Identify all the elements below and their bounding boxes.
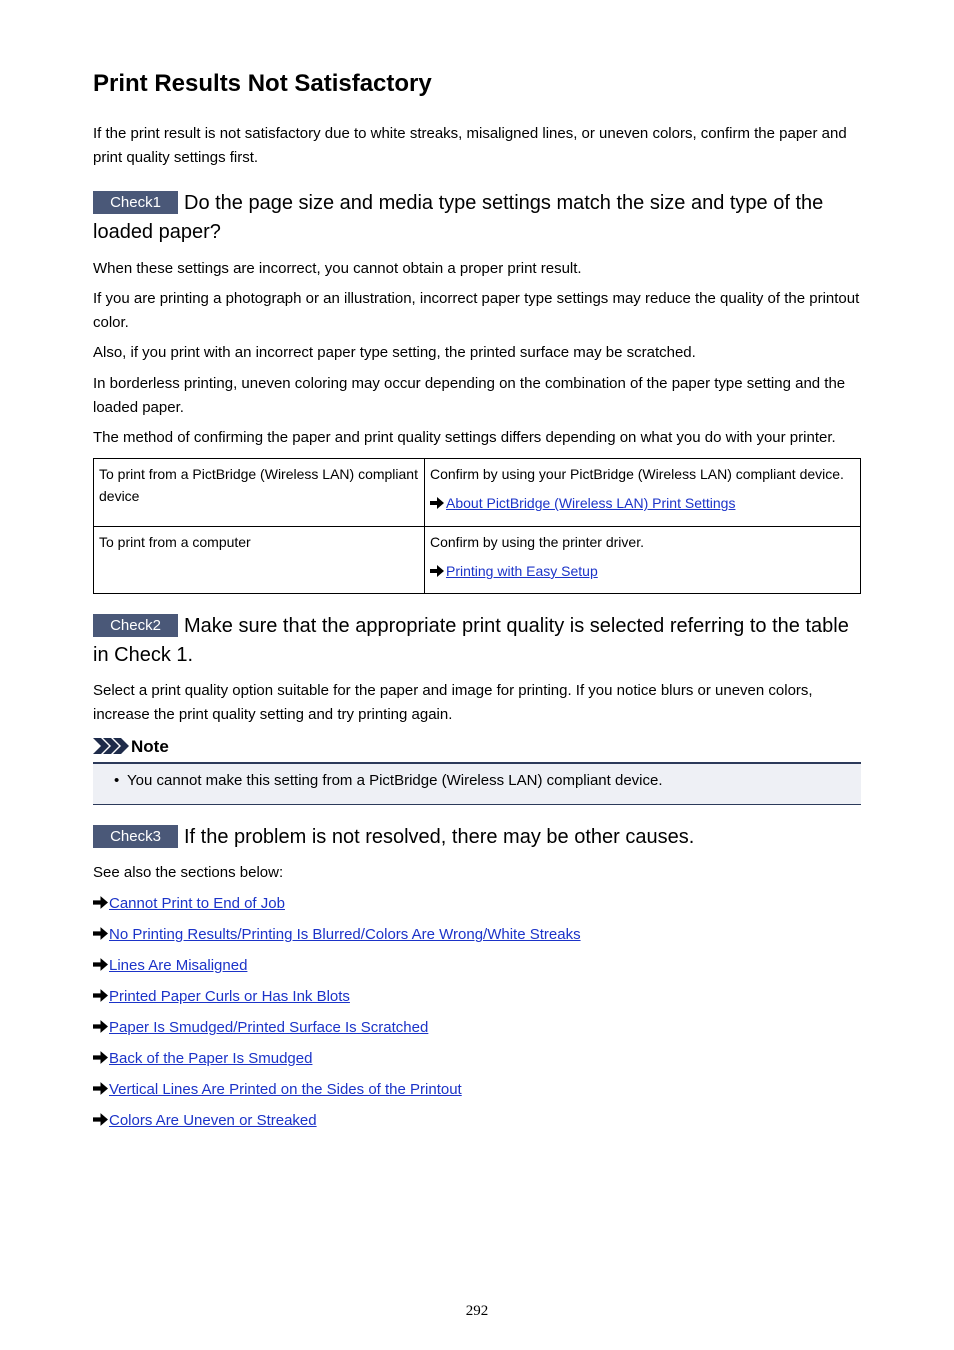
right-arrow-icon (93, 1113, 108, 1126)
table-row (94, 527, 861, 594)
right-arrow-icon (93, 1051, 108, 1064)
link-paper-smudged-scratched[interactable]: Paper Is Smudged/Printed Surface Is Scratched (109, 1019, 429, 1036)
note-label: Note (131, 737, 169, 756)
check1-badge: Check1 (93, 191, 178, 214)
right-arrow-icon (430, 497, 444, 509)
table-cell-method: Confirm by using the printer driver. Printing with Easy Setup (425, 527, 861, 594)
right-arrow-icon (93, 1020, 108, 1033)
check3-paragraph: See also the sections below: (93, 864, 284, 881)
check2-badge: Check2 (93, 614, 178, 637)
note-bullet: • (114, 772, 120, 789)
check1-paragraph-3: Also, if you print with an incorrect paper type setting, the printed surface may be scratched. (93, 344, 696, 361)
page-title: Print Results Not Satisfactory (93, 70, 432, 97)
link-no-printing-results[interactable]: No Printing Results/Printing Is Blurred/Colors Are Wrong/White Streaks (109, 926, 581, 943)
link-cannot-print-end-of-job[interactable]: Cannot Print to End of Job (109, 895, 285, 912)
right-arrow-icon (93, 1082, 108, 1095)
right-arrow-icon (93, 958, 108, 971)
list-item (93, 981, 861, 1012)
list-item (93, 888, 861, 919)
list-item (93, 1043, 861, 1074)
link-colors-uneven-streaked[interactable]: Colors Are Uneven or Streaked (109, 1112, 317, 1129)
check2-paragraph: Select a print quality option suitable for the paper and image for printing. If you notice blurs or uneven colors, increase the print quality setting and try printing again. (93, 682, 813, 723)
list-item (93, 1105, 861, 1136)
check3-heading (93, 823, 861, 852)
table-cell-device: To print from a PictBridge (Wireless LAN) compliant device (94, 459, 425, 527)
check2-heading (93, 612, 861, 670)
link-paper-curls-ink-blots[interactable]: Printed Paper Curls or Has Ink Blots (109, 988, 350, 1005)
list-item (93, 1012, 861, 1043)
link-printing-easy-setup[interactable]: Printing with Easy Setup (446, 563, 598, 579)
list-item (93, 919, 861, 950)
right-arrow-icon (93, 896, 108, 909)
link-pictbridge-print-settings[interactable]: About PictBridge (Wireless LAN) Print Settings (446, 495, 736, 511)
right-arrow-icon (93, 989, 108, 1002)
note-header (93, 736, 861, 758)
table-cell-method: Confirm by using your PictBridge (Wireless LAN) compliant device. About PictBridge (Wireless LAN) Print Settings (425, 459, 861, 527)
right-arrow-icon (93, 927, 108, 940)
check1-heading (93, 189, 861, 247)
check1-paragraph-2: If you are printing a photograph or an illustration, incorrect paper type settings may reduce the quality of the printout color. (93, 290, 860, 331)
right-arrow-icon (430, 565, 444, 577)
link-vertical-lines-sides[interactable]: Vertical Lines Are Printed on the Sides of the Printout (109, 1081, 462, 1098)
intro-paragraph: If the print result is not satisfactory due to white streaks, misaligned lines, or uneven colors, confirm the paper and print quality settings first. (93, 125, 847, 166)
chevrons-icon (93, 738, 131, 754)
check3-heading-text: If the problem is not resolved, there may be other causes. (184, 826, 695, 848)
link-lines-misaligned[interactable]: Lines Are Misaligned (109, 957, 248, 974)
page-number: 292 (465, 1303, 489, 1319)
table-cell-device: To print from a computer (94, 527, 425, 594)
related-links-list (93, 888, 861, 1136)
note-item (93, 764, 861, 792)
check1-paragraph-5: The method of confirming the paper and print quality settings differs depending on what you do with your printer. (93, 429, 836, 446)
note-text: You cannot make this setting from a PictBridge (Wireless LAN) compliant device. (127, 772, 663, 789)
table-row (94, 459, 861, 527)
list-item (93, 1074, 861, 1105)
link-back-of-paper-smudged[interactable]: Back of the Paper Is Smudged (109, 1050, 313, 1067)
check3-badge: Check3 (93, 825, 178, 848)
check1-paragraph-4: In borderless printing, uneven coloring may occur depending on the combination of the paper type setting and the loaded paper. (93, 375, 846, 416)
check2-heading-text: Make sure that the appropriate print quality is selected referring to the table in Check 1. (93, 615, 849, 666)
note-box (93, 762, 861, 805)
check1-heading-text: Do the page size and media type settings match the size and type of the loaded paper? (93, 192, 824, 243)
list-item (93, 950, 861, 981)
check1-paragraph-1: When these settings are incorrect, you cannot obtain a proper print result. (93, 260, 582, 277)
settings-table (93, 458, 861, 594)
